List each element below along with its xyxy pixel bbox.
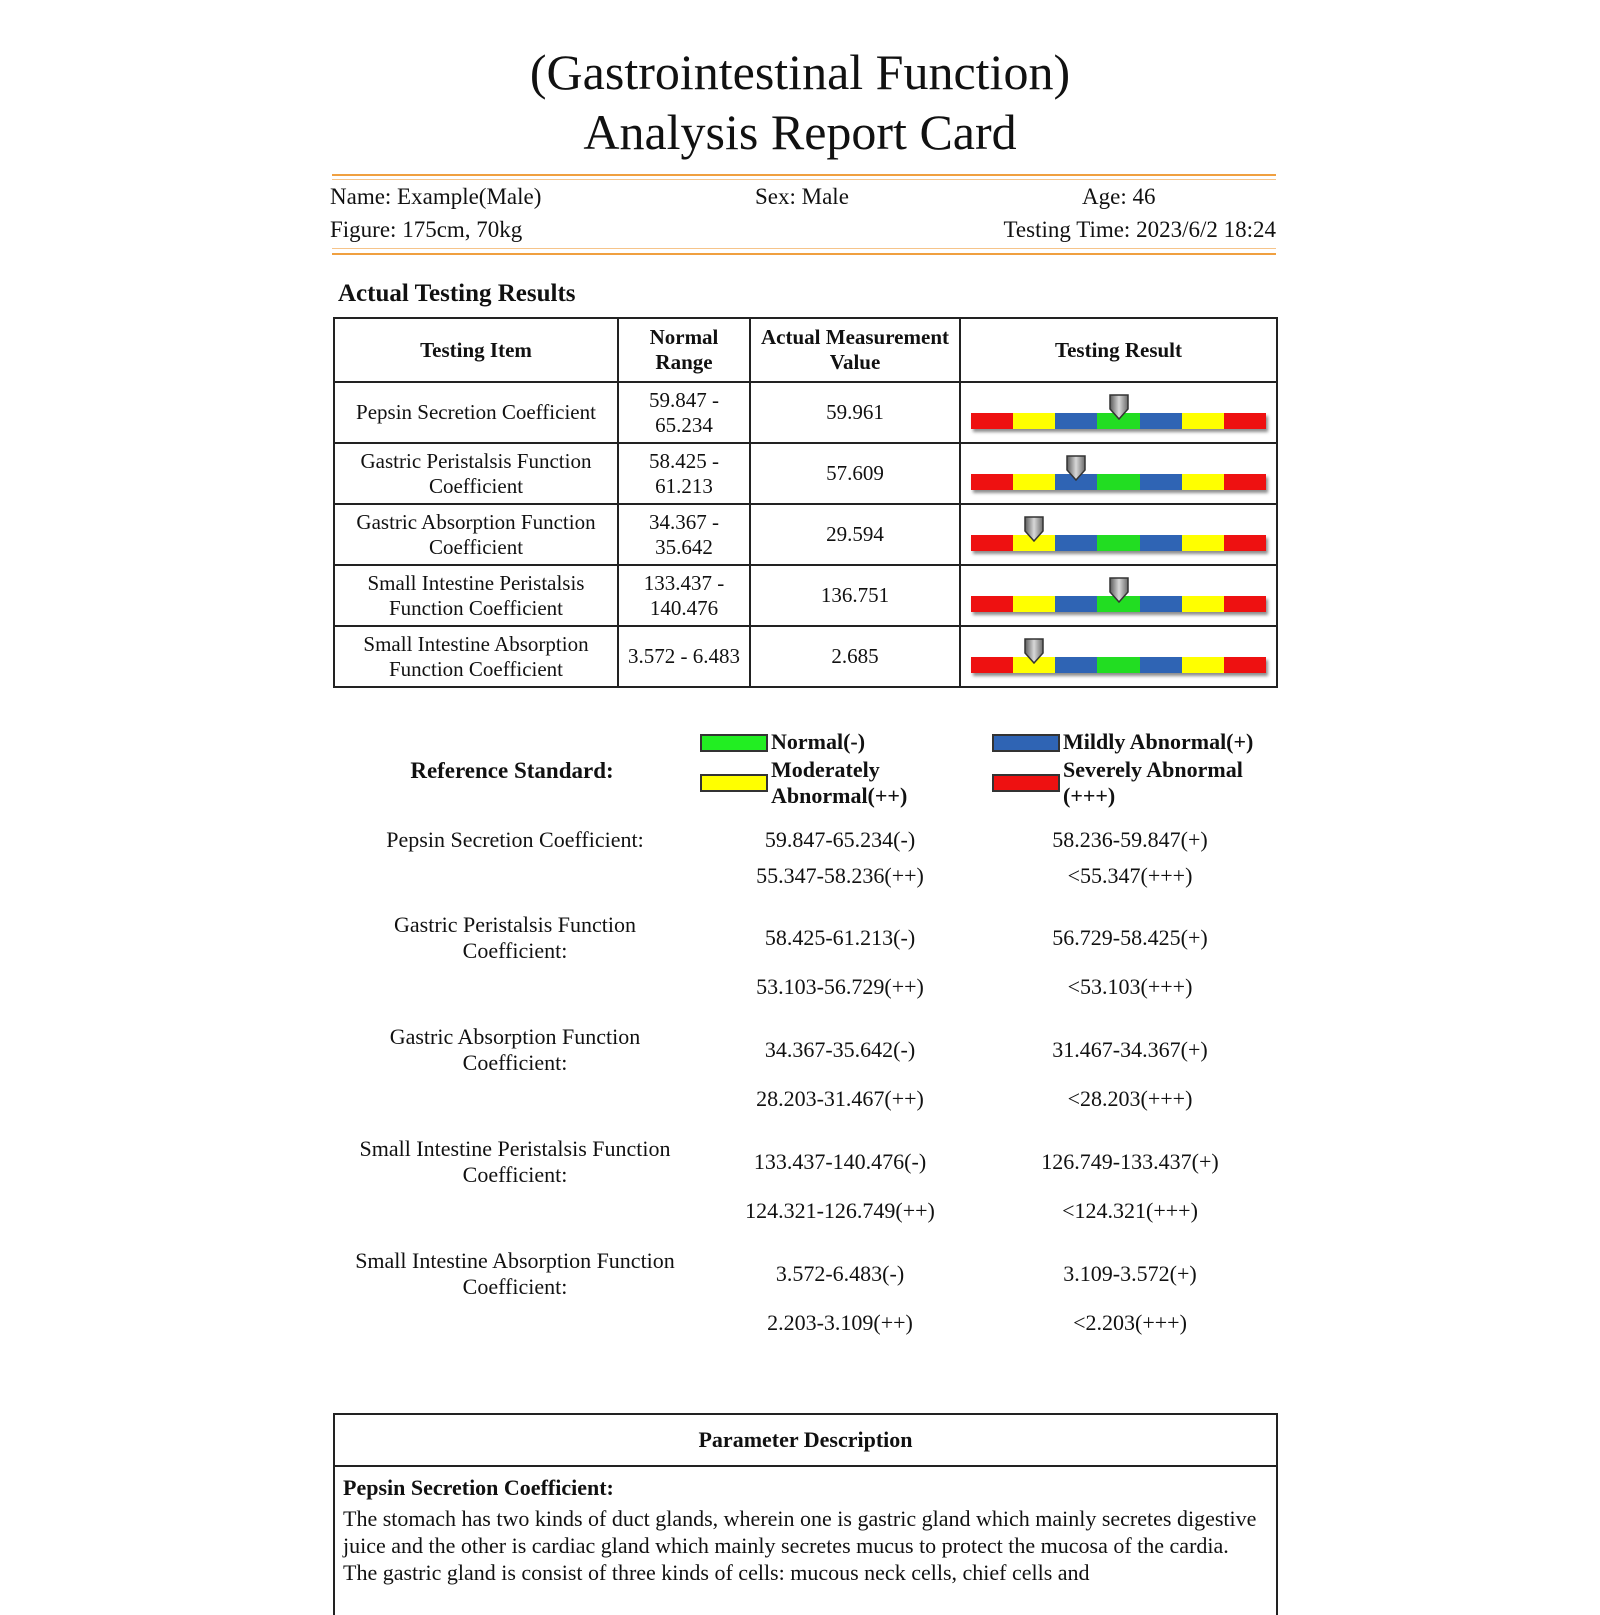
reference-item-name: Gastric Peristalsis Function Coefficient: (394, 912, 636, 963)
reference-normal-range: 58.425-61.213(-) (764, 925, 916, 950)
reference-mild-range: 56.729-58.425(+) (1052, 925, 1208, 950)
scale-segment (1055, 657, 1097, 673)
reference-moderate-range: 53.103-56.729(++) (756, 974, 924, 999)
result-normal-range: 58.425 - 61.213 (618, 443, 750, 504)
result-normal-range: 34.367 - 35.642 (618, 504, 750, 565)
reference-item-name: Small Intestine Peristalsis Function Coefficient: (359, 1136, 671, 1187)
header-testing-result: Testing Result (960, 318, 1277, 382)
result-normal-range: 133.437 - 140.476 (618, 565, 750, 626)
scale-segment (1182, 535, 1224, 551)
reference-moderate-range: 55.347-58.236(++) (756, 863, 924, 888)
result-item-name: Small Intestine Peristalsis Function Coefficient (334, 565, 618, 626)
scale-segment (1224, 535, 1266, 551)
scale-segment (1182, 657, 1224, 673)
scale-segment (971, 535, 1013, 551)
scale-segment (1097, 535, 1139, 551)
reference-normal-range: 133.437-140.476(-) (753, 1149, 927, 1174)
scale-segment (1182, 596, 1224, 612)
result-row (334, 504, 1277, 565)
testing-time: Testing Time: 2023/6/2 18:24 (1003, 217, 1276, 242)
patient-age: Age: 46 (1082, 184, 1156, 209)
result-scale-bar (971, 535, 1266, 551)
result-marker-icon (1108, 577, 1130, 603)
legend-severe-label: Severely Abnormal (+++) (1063, 757, 1243, 808)
legend-normal-swatch (700, 734, 768, 752)
result-scale-bar (971, 657, 1266, 673)
result-scale-cell (960, 626, 1277, 687)
result-actual-value: 59.961 (750, 382, 960, 443)
result-scale-cell (960, 382, 1277, 443)
legend-mild-label: Mildly Abnormal(+) (1063, 729, 1254, 754)
reference-standard-label: Reference Standard: (410, 758, 614, 783)
result-marker-icon (1108, 394, 1130, 420)
header-normal-range: Normal Range (618, 318, 750, 382)
parameter-description-subtitle: Pepsin Secretion Coefficient: (343, 1475, 614, 1500)
reference-severe-range: <53.103(+++) (1067, 974, 1193, 999)
result-normal-range: 59.847 - 65.234 (618, 382, 750, 443)
reference-moderate-range: 124.321-126.749(++) (745, 1198, 935, 1223)
scale-segment (1224, 413, 1266, 429)
scale-segment (1097, 474, 1139, 490)
patient-figure: Figure: 175cm, 70kg (330, 217, 523, 242)
scale-segment (971, 657, 1013, 673)
result-actual-value: 136.751 (750, 565, 960, 626)
result-scale-cell (960, 565, 1277, 626)
result-row (334, 565, 1277, 626)
reference-item-name: Gastric Absorption Function Coefficient: (389, 1024, 641, 1075)
bottom-divider (332, 253, 1276, 255)
top-divider-inner (332, 179, 1276, 180)
reference-mild-range: 126.749-133.437(+) (1041, 1149, 1219, 1174)
result-item-name: Gastric Peristalsis Function Coefficient (334, 443, 618, 504)
legend-normal-label: Normal(-) (771, 729, 866, 754)
legend-severe-swatch (992, 774, 1060, 792)
result-row (334, 443, 1277, 504)
reference-normal-range: 34.367-35.642(-) (764, 1037, 916, 1062)
scale-segment (971, 474, 1013, 490)
scale-segment (1182, 474, 1224, 490)
legend-moderate-swatch (700, 774, 768, 792)
legend-mild-swatch (992, 734, 1060, 752)
results-section-title: Actual Testing Results (338, 280, 576, 307)
scale-segment (1140, 413, 1182, 429)
scale-segment (1182, 413, 1224, 429)
reference-normal-range: 59.847-65.234(-) (764, 827, 916, 852)
result-marker-icon (1023, 516, 1045, 542)
scale-segment (1140, 474, 1182, 490)
scale-segment (971, 596, 1013, 612)
results-table (333, 317, 1278, 688)
result-normal-range: 3.572 - 6.483 (618, 626, 750, 687)
bottom-divider-inner (332, 248, 1276, 249)
result-marker-icon (1023, 638, 1045, 664)
report-title (0, 42, 1600, 162)
scale-segment (1055, 596, 1097, 612)
legend-moderate-label: Moderately Abnormal(++) (771, 757, 908, 808)
reference-mild-range: 58.236-59.847(+) (1052, 827, 1208, 852)
reference-severe-range: <2.203(+++) (1073, 1310, 1187, 1335)
scale-segment (1140, 657, 1182, 673)
reference-normal-range: 3.572-6.483(-) (775, 1261, 905, 1286)
patient-sex: Sex: Male (755, 184, 849, 209)
result-row (334, 382, 1277, 443)
result-actual-value: 57.609 (750, 443, 960, 504)
result-item-name: Small Intestine Absorption Function Coefficient (334, 626, 618, 687)
parameter-description-box (333, 1413, 1278, 1615)
title-line-2: Analysis Report Card (583, 104, 1017, 160)
scale-segment (971, 413, 1013, 429)
patient-name: Name: Example(Male) (330, 184, 542, 209)
result-scale-bar (971, 474, 1266, 490)
result-row (334, 626, 1277, 687)
scale-segment (1055, 535, 1097, 551)
reference-item-name: Small Intestine Absorption Function Coefficient: (355, 1248, 675, 1299)
scale-segment (1224, 596, 1266, 612)
result-scale-cell (960, 504, 1277, 565)
reference-mild-range: 31.467-34.367(+) (1052, 1037, 1208, 1062)
scale-segment (1013, 474, 1055, 490)
reference-moderate-range: 2.203-3.109(++) (767, 1310, 913, 1335)
parameter-description-header: Parameter Description (335, 1415, 1276, 1467)
result-marker-icon (1065, 455, 1087, 481)
reference-item-name: Pepsin Secretion Coefficient: (386, 827, 644, 852)
reference-mild-range: 3.109-3.572(+) (1063, 1261, 1197, 1286)
reference-severe-range: <28.203(+++) (1067, 1086, 1193, 1111)
reference-severe-range: <124.321(+++) (1062, 1198, 1198, 1223)
scale-segment (1013, 596, 1055, 612)
result-item-name: Gastric Absorption Function Coefficient (334, 504, 618, 565)
reference-severe-range: <55.347(+++) (1067, 863, 1193, 888)
result-actual-value: 2.685 (750, 626, 960, 687)
scale-segment (1013, 413, 1055, 429)
scale-segment (1140, 535, 1182, 551)
scale-segment (1055, 413, 1097, 429)
result-item-name: Pepsin Secretion Coefficient (334, 382, 618, 443)
reference-moderate-range: 28.203-31.467(++) (756, 1086, 924, 1111)
result-scale-cell (960, 443, 1277, 504)
title-line-1: (Gastrointestinal Function) (529, 44, 1071, 100)
scale-segment (1224, 657, 1266, 673)
parameter-description-text: The stomach has two kinds of duct glands, wherein one is gastric gland which mainly secretes digestive juice and the other is cardiac gland which mainly secretes mucus to protect the mucosa of the cardia. The gastric gland is consist of three kinds of cells: mucous neck cells, chief cells and (343, 1506, 1257, 1585)
header-actual-value: Actual Measurement Value (750, 318, 960, 382)
top-divider (332, 174, 1276, 176)
result-actual-value: 29.594 (750, 504, 960, 565)
scale-segment (1140, 596, 1182, 612)
header-testing-item: Testing Item (334, 318, 618, 382)
scale-segment (1097, 657, 1139, 673)
scale-segment (1224, 474, 1266, 490)
